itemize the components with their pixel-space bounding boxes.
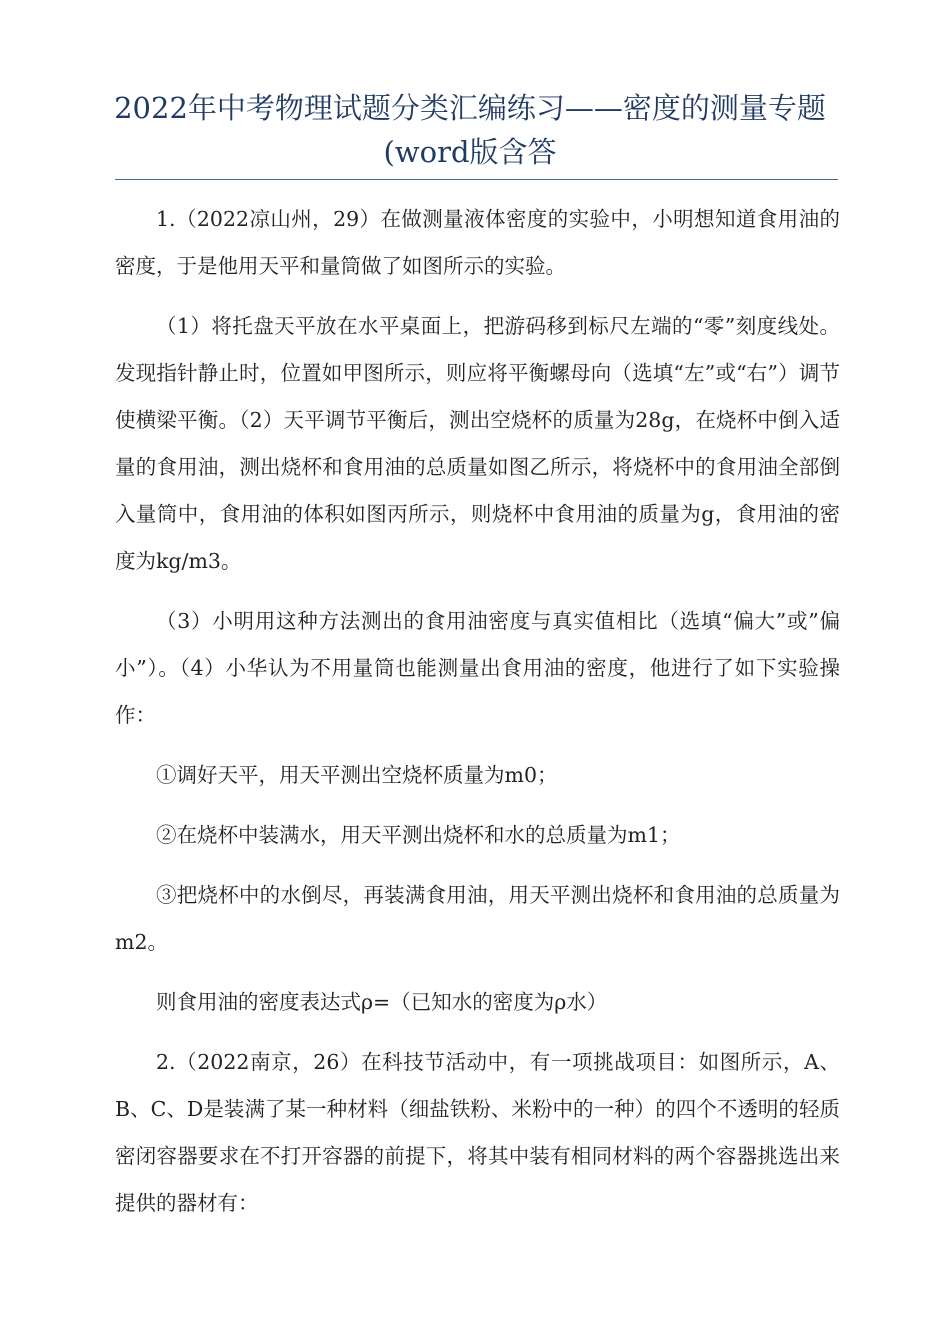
title-divider [115, 179, 838, 180]
paragraph-q1-intro: 1.（2022凉山州，29）在做测量液体密度的实验中，小明想知道食用油的密度，于是他用天平和量筒做了如图所示的实验。 [115, 207, 840, 278]
paragraph-step-1: ①调好天平，用天平测出空烧杯质量为m0； [156, 763, 558, 787]
document-title: 2022年中考物理试题分类汇编练习——密度的测量专题(word版含答 [114, 91, 826, 169]
paragraph-step-2: ②在烧杯中装满水，用天平测出烧杯和水的总质量为m1； [156, 823, 681, 847]
document-body [115, 196, 840, 1227]
paragraph-q1-part1-2: （1）将托盘天平放在水平桌面上，把游码移到标尺左端的“零”刻度线处。发现指针静止时，位置如甲图所示，则应将平衡螺母向（选填“左”或“右”）调节使横梁平衡。（2）天平调节平衡后，测出空烧杯的质量为28g，在烧杯中倒入适量的食用油，测出烧杯和食用油的总质量如图乙所示，将烧杯中的食用油全部倒入量筒中，食用油的体积如图丙所示，则烧杯中食用油的质量为g，食用油的密度为kg/m3。 [115, 314, 840, 573]
paragraph-q1-part3-4: （3）小明用这种方法测出的食用油密度与真实值相比（选填“偏大”或”偏小”）。（4）小华认为不用量筒也能测量出食用油的密度，他进行了如下实验操作： [115, 609, 840, 727]
paragraph-density-expression: 则食用油的密度表达式ρ=（已知水的密度为ρ水） [156, 990, 608, 1014]
paragraph-q2-intro: 2.（2022南京，26）在科技节活动中，有一项挑战项目：如图所示，A、B、C、D是装满了某一种材料（细盐铁粉、米粉中的一种）的四个不透明的轻质密闭容器要求在不打开容器的前提下，将其中装有相同材料的两个容器挑选出来提供的器材有： [115, 1050, 840, 1215]
paragraph-step-3: ③把烧杯中的水倒尽，再装满食用油，用天平测出烧杯和食用油的总质量为m2。 [115, 883, 840, 954]
